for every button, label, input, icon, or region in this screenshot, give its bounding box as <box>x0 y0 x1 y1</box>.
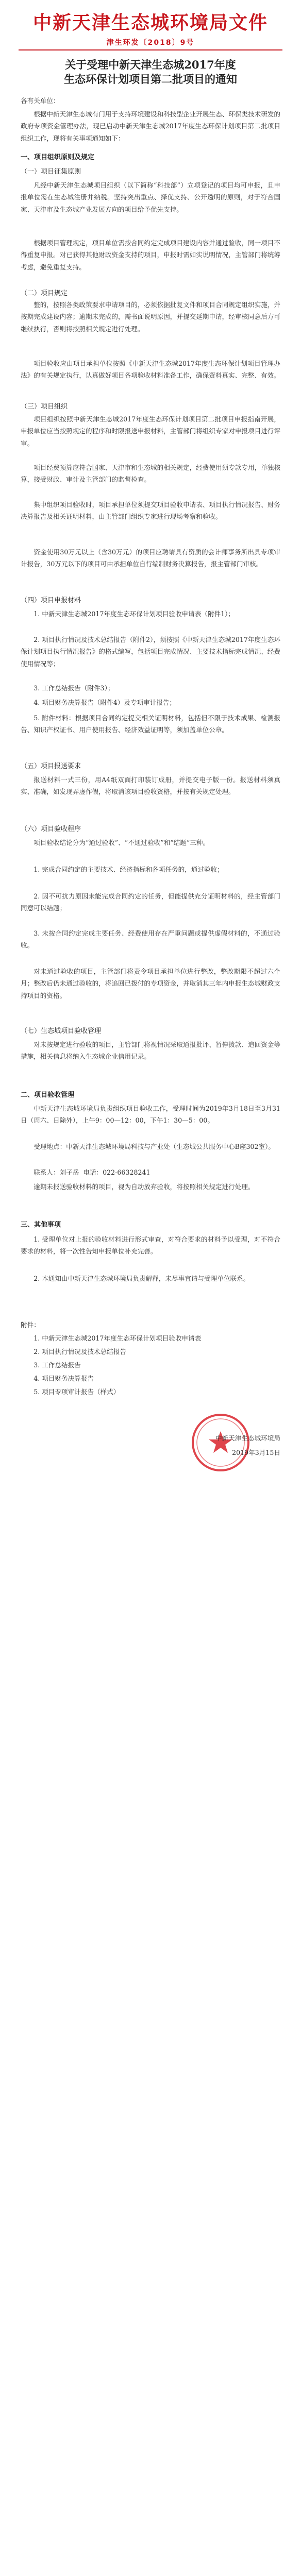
section-1-3-text-4: 资金使用30万元以上（含30万元）的项目应聘请具有资质的会计师事务所出具专项审计报告，30万元以下的项目可由承担单位自行编制财务决算报告，报主管部门审核。 <box>21 548 280 568</box>
section-1-2-text-2: 项目验收应由项目承担单位按照《中新天津生态城2017年度生态环保计划项目管理办法》的有关规定执行，认真做好项目各项验收材料准备工作，确保资料真实、完整、有效。 <box>21 360 280 380</box>
section-1-4-item-5: 5. 附件材料：根据项目合同约定提交相关证明材料，包括但不限于技术成果、检测报告、知识产权证书、用户使用报告、经济效益证明等，须加盖单位公章。 <box>21 714 280 734</box>
section-3-text-2: 2. 本通知由中新天津生态城环境局负责解释，未尽事宜请与受理单位联系。 <box>34 1275 250 1282</box>
section-1-6-item-2: 2. 因不可抗力原因未能完成合同约定的任务，但能提供充分证明材料的，经主管部门同意可以结题； <box>21 892 280 912</box>
section-1-4-item-4: 4. 项目财务决算报告（附件4）及专项审计报告； <box>34 699 176 706</box>
section-3-text-1: 1. 受理单位对上报的验收材料进行形式审查，对符合要求的材料予以受理，对不符合要求的材料，将一次性告知申报单位补充完善。 <box>21 1235 280 1256</box>
intro-paragraph: 根据中新天津生态城有门用于支持环境建设和科技型企业开展生态、环保类技术研发的政府专项资金管理办法，现已启动中新天津生态城2017年度生态环保计划项目第二批项目组织工作，现将有关事项通知如下： <box>21 110 280 142</box>
section-1-6-text-2: 对未通过验收的项目，主管部门将责令项目承担单位进行整改，整改期限不超过六个月；整改后仍未通过验收的，将追回已拨付的专项资金，并取消其三年内申报生态城财政支持项目的资格。 <box>21 968 280 999</box>
section-1-5-heading: （五）项目报送要求 <box>21 762 81 770</box>
section-1-6-item-1: 1. 完成合同约定的主要技术、经济指标和各项任务的，通过验收； <box>34 866 224 873</box>
section-1-4-item-3: 3. 工作总结报告（附件3）； <box>34 684 114 692</box>
attachment-item: 1. 中新天津生态城2017年度生态环保计划项目验收申请表 <box>34 1334 202 1342</box>
salutation: 各有关单位： <box>21 97 60 105</box>
section-2-text-3: 逾期未报送验收材料的项目，视为自动放弃验收，将按照相关规定进行处理。 <box>34 1183 255 1191</box>
doc-title-line-2: 生态环保计划项目第二批项目的通知 <box>64 73 237 86</box>
section-1-7-heading: （七）生态城项目验收管理 <box>21 1027 102 1035</box>
section-1-3-text-2: 项目经费预算应符合国家、天津市和生态城的相关规定，经费使用须专款专用，单独核算，接受财政、审计及主管部门的监督检查。 <box>21 464 280 484</box>
section-1-1-text-2: 根据项目管理规定，项目单位需按合同约定完成项目建设内容并通过验收，同一项目不得重复申报。对已获得其他财政资金支持的项目，申报时需如实说明情况，主管部门将统筹考虑，避免重复支持。 <box>21 239 280 271</box>
attachment-item: 5. 项目专项审计报告（样式） <box>34 1388 120 1396</box>
section-3-heading: 三、其他事项 <box>21 1221 61 1229</box>
section-1-4-item-2: 2. 项目执行情况及技术总结报告（附件2），须按照《中新天津生态城2017年度生态环保计划项目执行情况报告》的格式编写，包括项目完成情况、主要技术指标完成情况、经费使用情况等； <box>21 636 280 668</box>
signature-date: 2019年3月15日 <box>232 1449 280 1456</box>
attachment-item: 3. 工作总结报告 <box>34 1361 81 1369</box>
section-1-4-item-1: 1. 中新天津生态城2017年度生态环保计划项目验收申请表（附件1）； <box>34 610 235 618</box>
section-1-7-text: 对未按规定进行验收的项目，主管部门将视情况采取通报批评、暂停拨款、追回资金等措施，相关信息将纳入生态城企业信用记录。 <box>21 1041 280 1061</box>
section-1-2-text: 整的，按照各类政策要求申请项目的，必须依据批复文件和项目合同规定组织实施，并按期完成建设内容；逾期未完成的，需书面说明原因，并提交延期申请，经审核同意后方可继续执行，否则将按照相关规定进行处理。 <box>21 301 280 333</box>
section-2-text-1: 中新天津生态城环境局负责组织项目验收工作，受理时间为2019年3月18日至3月31日（周六、日除外），上午9：00—12：00，下午1：30—5：00。 <box>21 1105 280 1125</box>
section-1-6-text: 项目验收结论分为“通过验收”、“不通过验收”和“结题”三种。 <box>34 839 210 846</box>
section-1-3-text-3: 集中组织项目验收时，项目承担单位须提交项目验收申请表、项目执行情况报告、财务决算报告及相关证明材料，由主管部门组织专家进行现场考察和验收。 <box>21 501 280 521</box>
header-red-rule <box>19 49 282 50</box>
section-2-contact: 联系人：刘子岳 电话：022-66328241 <box>34 1168 150 1176</box>
section-1-1-heading: （一）项目征集原则 <box>21 168 81 176</box>
section-2-heading: 二、项目验收管理 <box>21 1091 75 1099</box>
section-1-2-heading: （二）项目规定 <box>21 290 68 297</box>
attachments-label: 附件： <box>21 1321 40 1329</box>
org-name-header: 中新天津生态城环境局文件 <box>32 12 268 33</box>
signature-org: 中新天津生态城环境局 <box>215 1434 280 1442</box>
section-1-3-text: 项目组织按照中新天津生态城2017年度生态环保计划项目第二批项目申报指南开展，申报单位应当按照规定的程序和时限报送申报材料，主管部门将组织专家对申报项目进行评审。 <box>21 415 280 447</box>
section-1-4-heading: （四）项目申报材料 <box>21 597 81 604</box>
section-1-5-text: 报送材料一式三份，用A4纸双面打印装订成册，并提交电子版一份。报送材料须真实、准确，如发现弄虚作假，将取消该项目验收资格，并按有关规定处理。 <box>21 776 280 796</box>
attachment-item: 2. 项目执行情况及技术总结报告 <box>34 1348 126 1355</box>
section-1-3-heading: （三）项目组织 <box>21 403 68 411</box>
doc-number: 津生环发〔2018〕9号 <box>106 39 195 47</box>
attachment-item: 4. 项目财务决算报告 <box>34 1375 94 1382</box>
section-1-6-item-3: 3. 未按合同约定完成主要任务、经费使用存在严重问题或提供虚假材料的，不通过验收。 <box>21 929 280 950</box>
section-2-text-2: 受理地点：中新天津生态城环境局科技与产业处（生态城公共服务中心B座302室）。 <box>34 1143 275 1150</box>
doc-title-line-1: 关于受理中新天津生态城2017年度 <box>65 58 236 71</box>
section-1-1-text: 凡经中新天津生态城项目组织（以下简称“科技部”）立项登记的项目均可申报，且申报单位需在生态城注册并纳税。坚持突出重点、择优支持、公开透明的原则，对于符合国家、天津市及生态城产业发展方向的项目给予优先支持。 <box>21 181 280 213</box>
section-1-heading: 一、项目组织原则及规定 <box>21 154 95 161</box>
section-1-6-heading: （六）项目验收程序 <box>21 825 81 833</box>
